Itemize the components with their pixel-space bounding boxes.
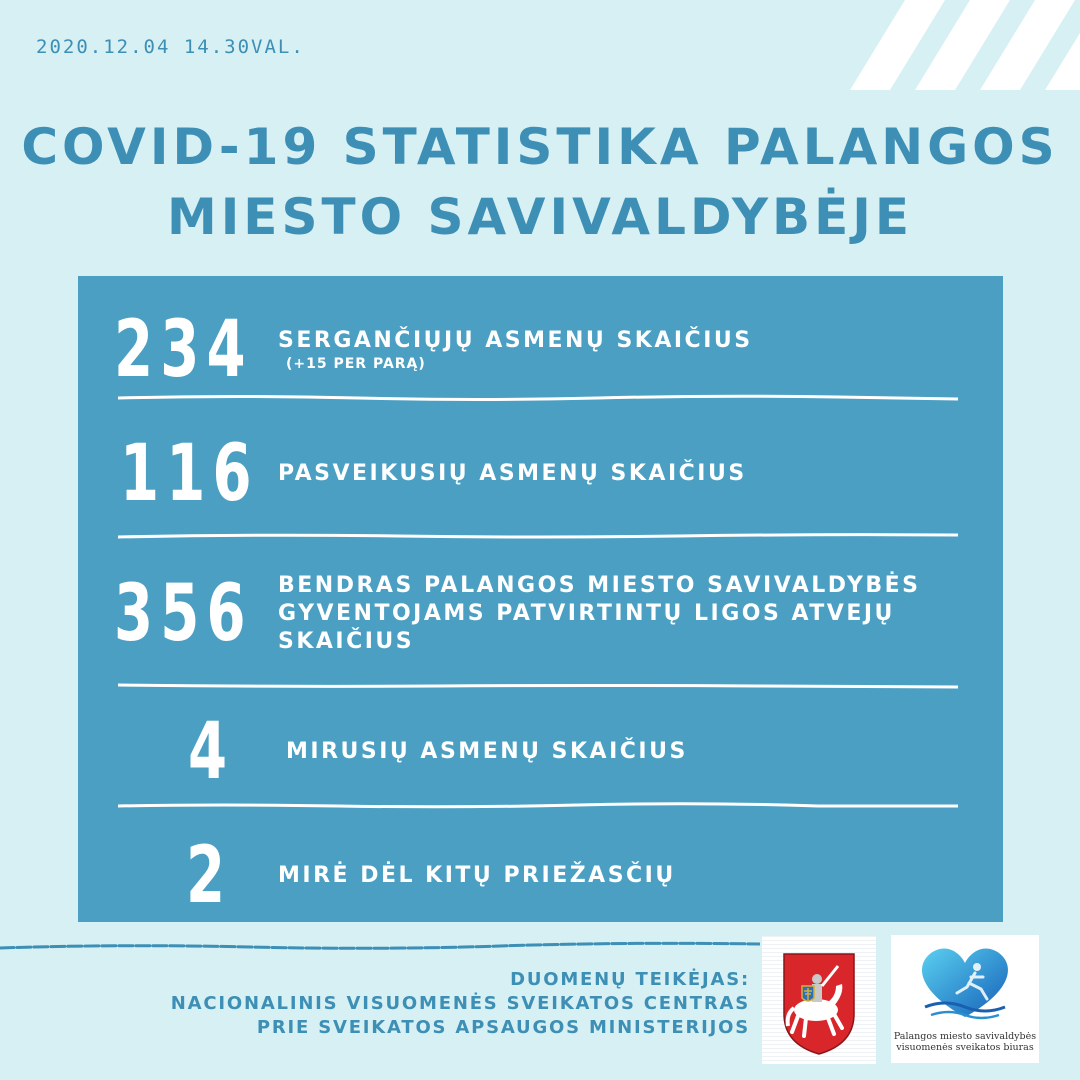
- stat-label: PASVEIKUSIŲ ASMENŲ SKAIČIUS: [278, 461, 747, 486]
- health-bureau-logo: [891, 935, 1039, 1063]
- stat-value: 116: [120, 429, 259, 519]
- stat-row-total: [78, 566, 1003, 662]
- stat-value: 356: [114, 569, 253, 659]
- stat-label-line-1: BENDRAS PALANGOS MIESTO SAVIVALDYBĖS: [278, 573, 921, 598]
- stat-row-deaths: [78, 704, 1003, 800]
- title-line-1: COVID-19 STATISTIKA PALANGOS: [21, 118, 1059, 176]
- lithuanian-coat-of-arms-icon: [762, 936, 876, 1064]
- page-title: [0, 112, 1080, 252]
- stat-label: [278, 572, 921, 656]
- data-provider: [171, 968, 750, 1040]
- heart-runner-logo-icon: [891, 937, 1039, 1027]
- stat-label: [278, 327, 753, 373]
- stat-label: MIRUSIŲ ASMENŲ SKAIČIUS: [286, 739, 688, 764]
- divider-line: [118, 532, 958, 540]
- stat-label-text: SERGANČIŲJŲ ASMENŲ SKAIČIUS: [278, 328, 753, 353]
- report-date: 2020.12.04 14.30VAL.: [36, 36, 305, 58]
- stat-value: 4: [188, 707, 235, 797]
- corner-stripes-decoration: [820, 0, 1080, 90]
- title-line-2: MIESTO SAVIVALDYBĖJE: [166, 188, 914, 246]
- stat-row-recovered: [78, 426, 1003, 522]
- stat-label: MIRĖ DĖL KITŲ PRIEŽASČIŲ: [278, 863, 676, 888]
- footer-divider-line: [0, 940, 760, 952]
- provider-line-1: DUOMENŲ TEIKĖJAS:: [510, 969, 750, 990]
- health-logo-caption-line-2: visuomenės sveikatos biuras: [896, 1042, 1034, 1053]
- stat-value: 2: [186, 831, 233, 921]
- divider-line: [118, 802, 958, 810]
- stat-label-line-3: SKAIČIUS: [278, 629, 415, 654]
- divider-line: [118, 682, 958, 690]
- health-logo-caption-line-1: Palangos miesto savivaldybės: [893, 1031, 1037, 1042]
- stat-value: 234: [114, 305, 253, 395]
- stat-sublabel: (+15 PER PARĄ): [286, 356, 426, 372]
- stats-panel: [78, 276, 1003, 922]
- stat-label-line-2: GYVENTOJAMS PATVIRTINTŲ LIGOS ATVEJŲ: [278, 601, 895, 626]
- coat-of-arms-logo: [762, 936, 876, 1064]
- divider-line: [118, 394, 958, 402]
- stat-row-other-deaths: [78, 828, 1003, 924]
- provider-line-3: PRIE SVEIKATOS APSAUGOS MINISTERIJOS: [256, 1017, 750, 1038]
- provider-line-2: NACIONALINIS VISUOMENĖS SVEIKATOS CENTRAS: [170, 993, 750, 1014]
- stat-row-active: [78, 302, 1003, 398]
